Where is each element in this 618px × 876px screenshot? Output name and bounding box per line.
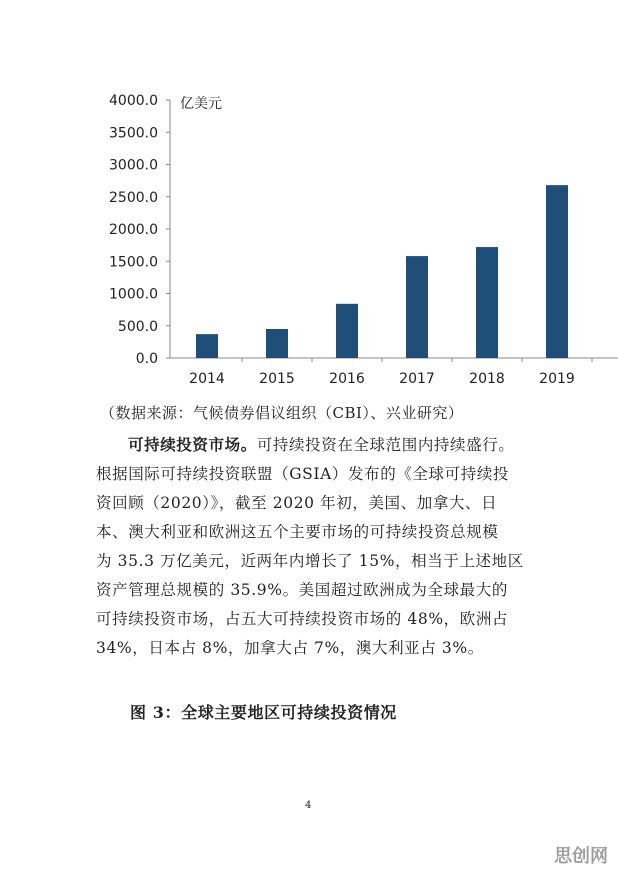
bar	[476, 247, 498, 358]
y-tick-label: 3500.0	[109, 125, 158, 142]
paragraph-line: 资回顾（2020）》，截至 2020 年初，美国、加拿大、日	[96, 494, 498, 512]
paragraph-line: 为 35.3 万亿美元，近两年内增长了 15%，相当于上述地区	[96, 552, 524, 570]
x-tick-label: 2014	[189, 371, 225, 387]
paragraph-line: 可持续投资市场，占五大可持续投资市场的 48%，欧洲占	[96, 610, 509, 628]
x-tick-label: 2017	[399, 371, 435, 387]
x-tick-label: 2015	[259, 371, 295, 387]
paragraph-line: 根据国际可持续投资联盟（GSIA）发布的《全球可持续投	[96, 465, 510, 483]
x-tick-label: 2019	[539, 371, 575, 387]
bar	[406, 256, 428, 358]
y-tick-label: 500.0	[117, 318, 158, 335]
y-tick-label: 0.0	[135, 351, 158, 367]
bar-chart	[0, 80, 618, 400]
y-unit-label: 亿美元	[180, 96, 222, 112]
bar	[196, 334, 218, 358]
x-tick-label: 2016	[329, 371, 365, 387]
y-tick-label: 4000.0	[109, 93, 158, 109]
y-tick-label: 2000.0	[109, 222, 158, 238]
watermark: 思创网	[554, 846, 608, 867]
figure-title: 图 3：全球主要地区可持续投资情况	[130, 703, 397, 722]
body-paragraph	[96, 430, 536, 663]
paragraph-line: 资产管理总规模的 35.9%。美国超过欧洲成为全球最大的	[96, 581, 508, 599]
y-tick-label: 1500.0	[109, 254, 158, 271]
bar	[266, 329, 288, 358]
chart-caption: （数据来源：气候债券倡议组织（CBI）、兴业研究）	[100, 404, 464, 422]
paragraph-line: 34%，日本占 8%，加拿大占 7%，澳大利亚占 3%。	[96, 639, 484, 657]
y-tick-label: 1000.0	[109, 286, 158, 303]
page-number: 4	[305, 800, 312, 811]
x-tick-label: 2018	[469, 371, 505, 387]
paragraph-line: 本、澳大利亚和欧洲这五个主要市场的可持续投资总规模	[96, 523, 499, 541]
bar	[336, 304, 358, 358]
paragraph-first-line-text: 可持续投资在全球范围内持续盛行。	[256, 436, 515, 454]
paragraph-first-line	[96, 430, 536, 460]
bar	[546, 185, 568, 358]
paragraph-heading: 可持续投资市场。	[128, 435, 257, 454]
y-tick-label: 2500.0	[109, 189, 158, 206]
y-tick-label: 3000.0	[109, 157, 158, 174]
